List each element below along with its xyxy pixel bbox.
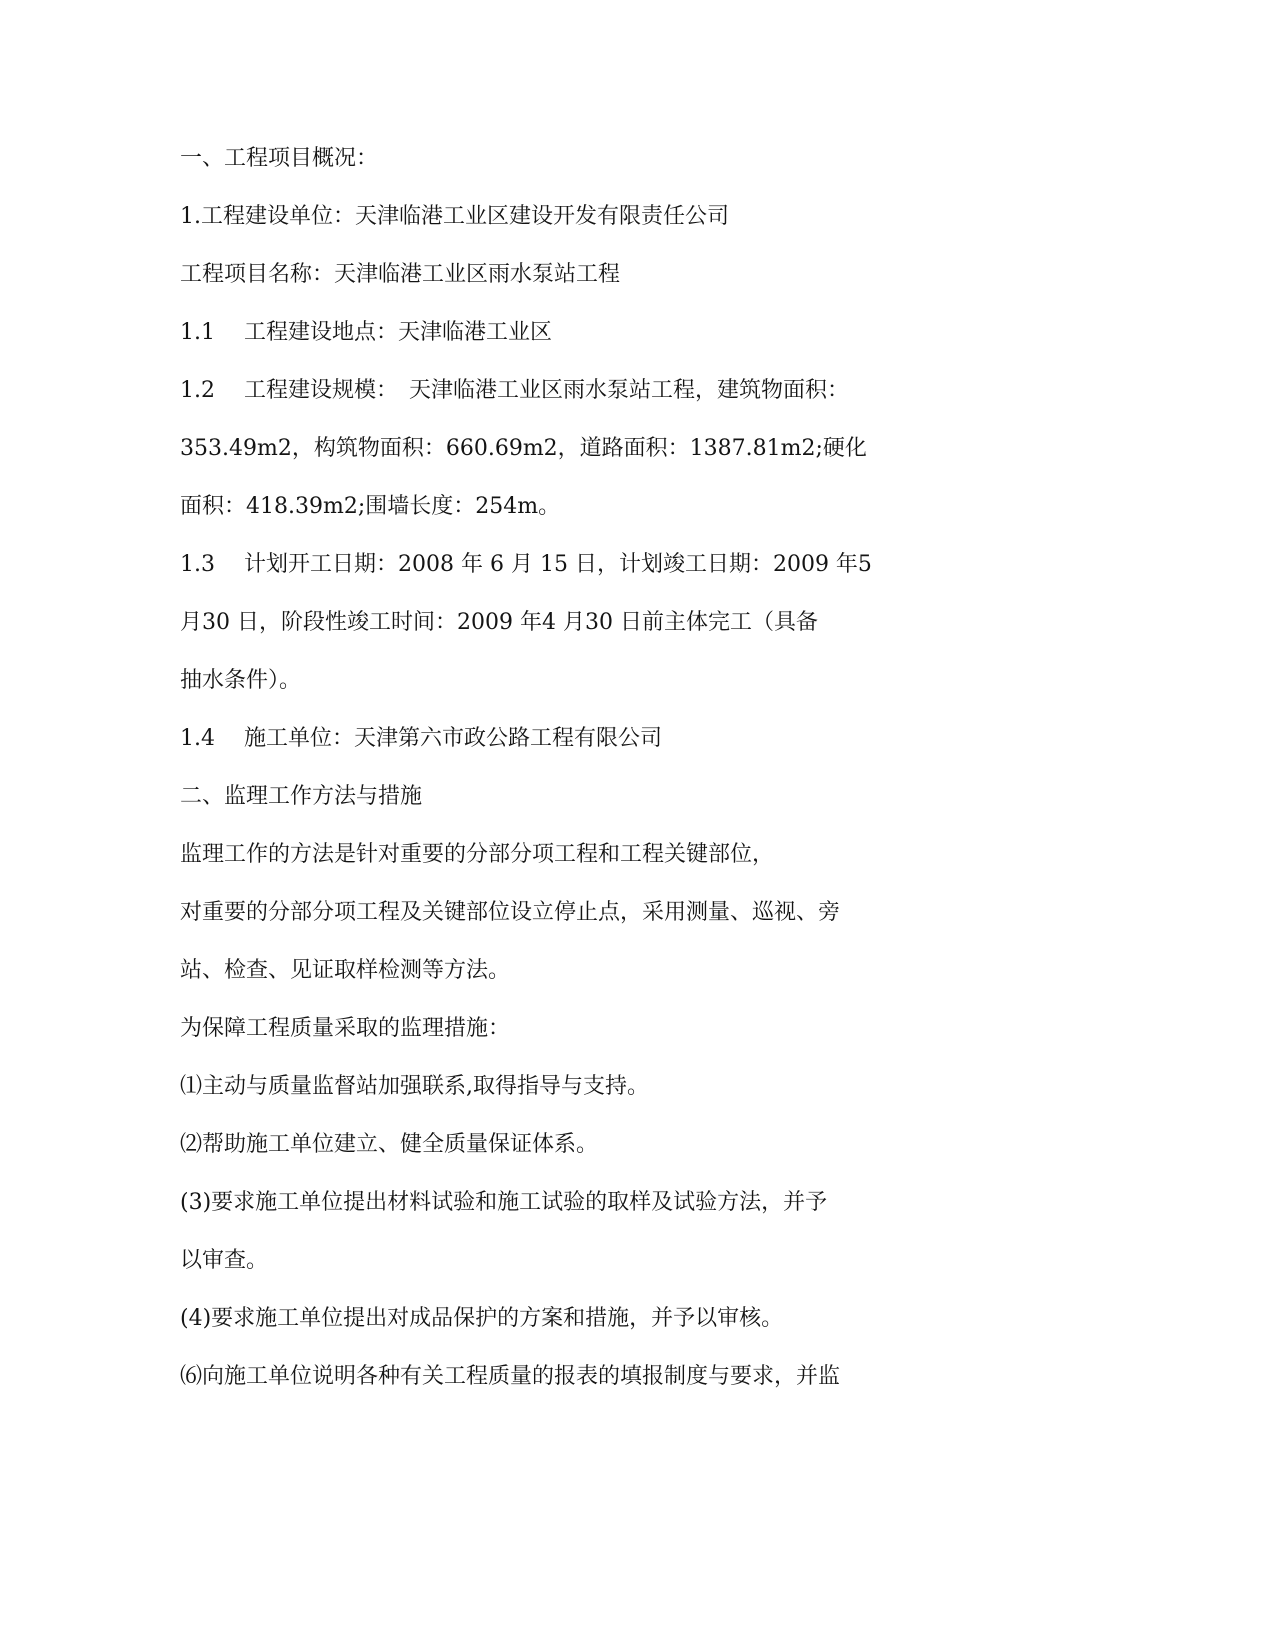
item-1-2-continuation: 面积：418.39m2;围墙长度：254m。 bbox=[180, 494, 561, 519]
item-1-3-continuation: 月30 日，阶段性竣工时间：2009 年4 月30 日前主体完工（具备 bbox=[180, 610, 818, 635]
paragraph-line: 对重要的分部分项工程及关键部位设立停止点，采用测量、巡视、旁 bbox=[180, 900, 841, 925]
item-1-4 bbox=[180, 724, 662, 754]
item-number: 1.2 bbox=[180, 378, 215, 403]
measure-item-2: ⑵帮助施工单位建立、健全质量保证体系。 bbox=[180, 1132, 599, 1157]
section-heading-methods: 二、监理工作方法与措施 bbox=[180, 784, 423, 809]
item-number: 1.1 bbox=[180, 320, 215, 345]
item-text: 计划开工日期：2008 年 6 月 15 日，计划竣工日期：2009 年5 bbox=[244, 552, 872, 577]
item-text: 施工单位：天津第六市政公路工程有限公司 bbox=[244, 726, 663, 751]
measures-heading: 为保障工程质量采取的监理措施： bbox=[180, 1016, 511, 1041]
construction-unit-line: 1.工程建设单位：天津临港工业区建设开发有限责任公司 bbox=[180, 204, 729, 229]
item-number: 1.4 bbox=[180, 726, 215, 751]
item-1-1 bbox=[180, 318, 552, 348]
item-1-2 bbox=[180, 376, 849, 406]
item-1-3-continuation: 抽水条件）。 bbox=[180, 668, 302, 693]
measure-item-3-continuation: 以审查。 bbox=[180, 1248, 269, 1273]
paragraph-line: 站、检查、见证取样检测等方法。 bbox=[180, 958, 511, 983]
measure-item-1: ⑴主动与质量监督站加强联系,取得指导与支持。 bbox=[180, 1074, 649, 1099]
item-1-2-continuation: 353.49m2，构筑物面积：660.69m2，道路面积：1387.81m2;硬化 bbox=[180, 436, 867, 461]
paragraph-line: 监理工作的方法是针对重要的分部分项工程和工程关键部位， bbox=[180, 842, 775, 867]
item-text: 工程建设规模： 天津临港工业区雨水泵站工程，建筑物面积： bbox=[244, 378, 850, 403]
measure-item-4: (4)要求施工单位提出对成品保护的方案和措施，并予以审核。 bbox=[180, 1306, 784, 1331]
section-heading-project-overview: 一、工程项目概况： bbox=[180, 146, 379, 171]
measure-item-3: (3)要求施工单位提出材料试验和施工试验的取样及试验方法，并予 bbox=[180, 1190, 828, 1215]
item-text: 工程建设地点：天津临港工业区 bbox=[244, 320, 553, 345]
item-1-3 bbox=[180, 550, 872, 580]
item-number: 1.3 bbox=[180, 552, 215, 577]
measure-item-6: ⑹向施工单位说明各种有关工程质量的报表的填报制度与要求，并监 bbox=[180, 1364, 841, 1389]
project-name-line: 工程项目名称：天津临港工业区雨水泵站工程 bbox=[180, 262, 621, 287]
